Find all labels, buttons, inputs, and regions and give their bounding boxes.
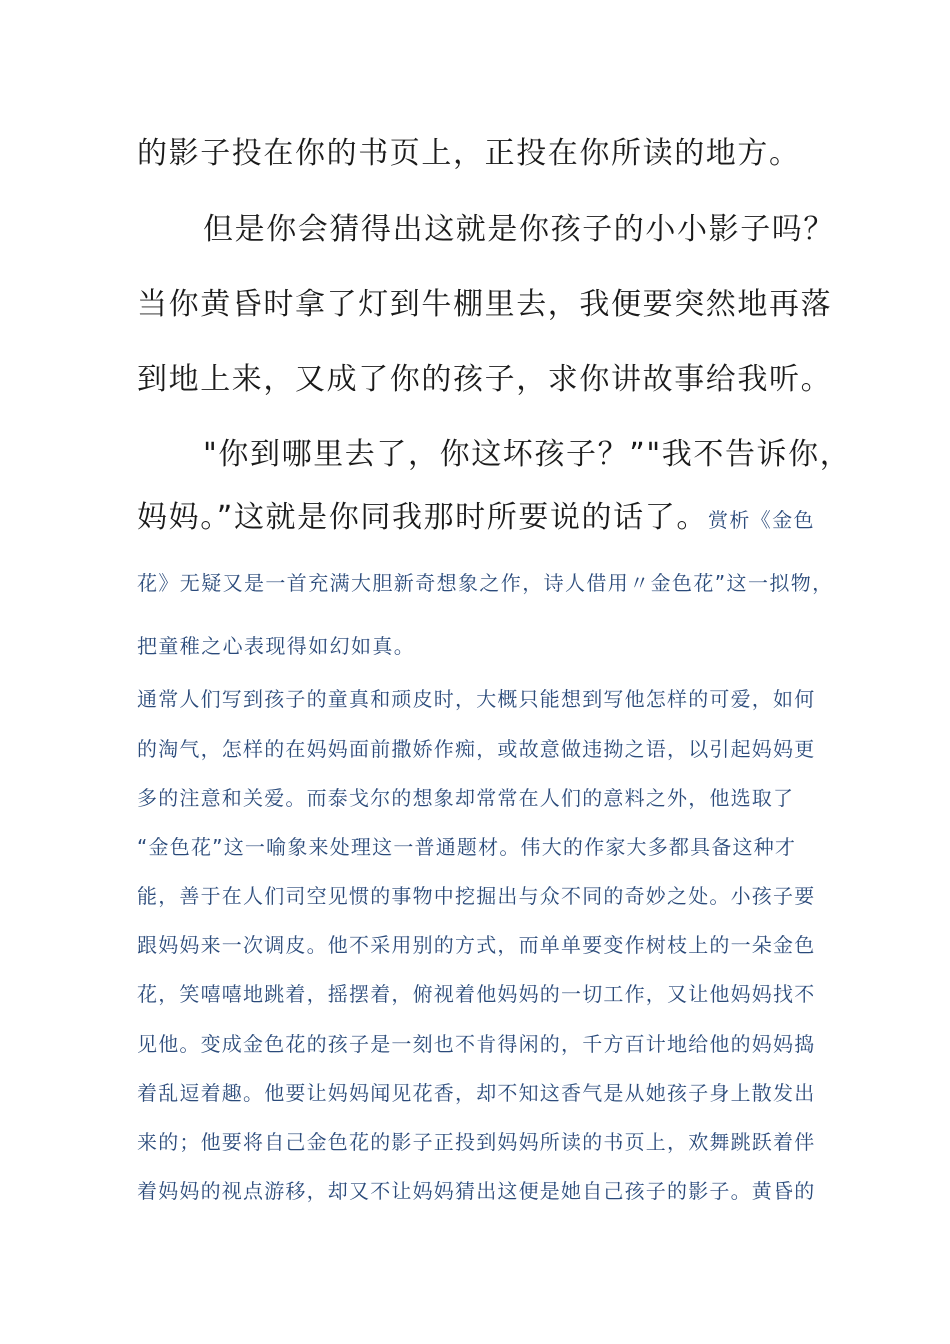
commentary-line-3: 多的注意和关爱。而泰戈尔的想象却常常在人们的意料之外，他选取了: [137, 786, 795, 810]
commentary-line-10: 来的；他要将自己金色花的影子正投到妈妈所读的书页上，欢舞跳跃着伴: [137, 1130, 816, 1154]
commentary-line-9: 着乱逗着趣。他要让妈妈闻见花香，却不知这香气是从她孩子身上散发出: [137, 1081, 816, 1105]
commentary-line-6: 跟妈妈来一次调皮。他不采用别的方式，而单单要变作树枝上的一朵金色: [137, 933, 816, 957]
commentary-line-7: 花，笑嘻嘻地跳着，摇摆着，俯视着他妈妈的一切工作，又让他妈妈找不: [137, 982, 816, 1006]
poem-line-2: 但是你会猜得出这就是你孩子的小小影子吗？: [203, 212, 835, 247]
commentary-intro-line-2: 把童稚之心表现得如幻如真。: [137, 634, 416, 658]
commentary-intro-line-1: 花》无疑又是一首充满大胆新奇想象之作，诗人借用〃金色花”这一拟物，: [137, 571, 834, 595]
poem-line-1: 的影子投在你的书页上，正投在你所读的地方。: [137, 136, 801, 171]
commentary-heading-start: 赏析《金色: [707, 508, 815, 532]
poem-line-5: "你到哪里去了，你这坏孩子？”"我不告诉你，: [203, 437, 852, 472]
commentary-line-8: 见他。变成金色花的孩子是一刻也不肯得闲的，千方百计地给他的妈妈捣: [137, 1032, 816, 1056]
commentary-line-11: 着妈妈的视点游移，却又不让妈妈猜出这便是她自己孩子的影子。黄昏的: [137, 1179, 816, 1203]
commentary-line-2: 的淘气，怎样的在妈妈面前撒娇作痴，或故意做违拗之语，以引起妈妈更: [137, 737, 816, 761]
commentary-line-1: 通常人们写到孩子的童真和顽皮时，大概只能想到写他怎样的可爱，如何: [137, 687, 816, 711]
poem-line-6: 妈妈。”这就是你同我那时所要说的话了。: [137, 500, 708, 535]
poem-line-3: 当你黄昏时拿了灯到牛棚里去，我便要突然地再落: [137, 287, 833, 322]
poem-line-6-with-commentary: [137, 492, 815, 536]
poem-line-4: 到地上来，又成了你的孩子，求你讲故事给我听。: [137, 362, 833, 397]
commentary-line-5: 能，善于在人们司空见惯的事物中挖掘出与众不同的奇妙之处。小孩子要: [137, 884, 816, 908]
commentary-line-4: “金色花”这一喻象来处理这一普通题材。伟大的作家大多都具备这种才: [137, 835, 797, 859]
